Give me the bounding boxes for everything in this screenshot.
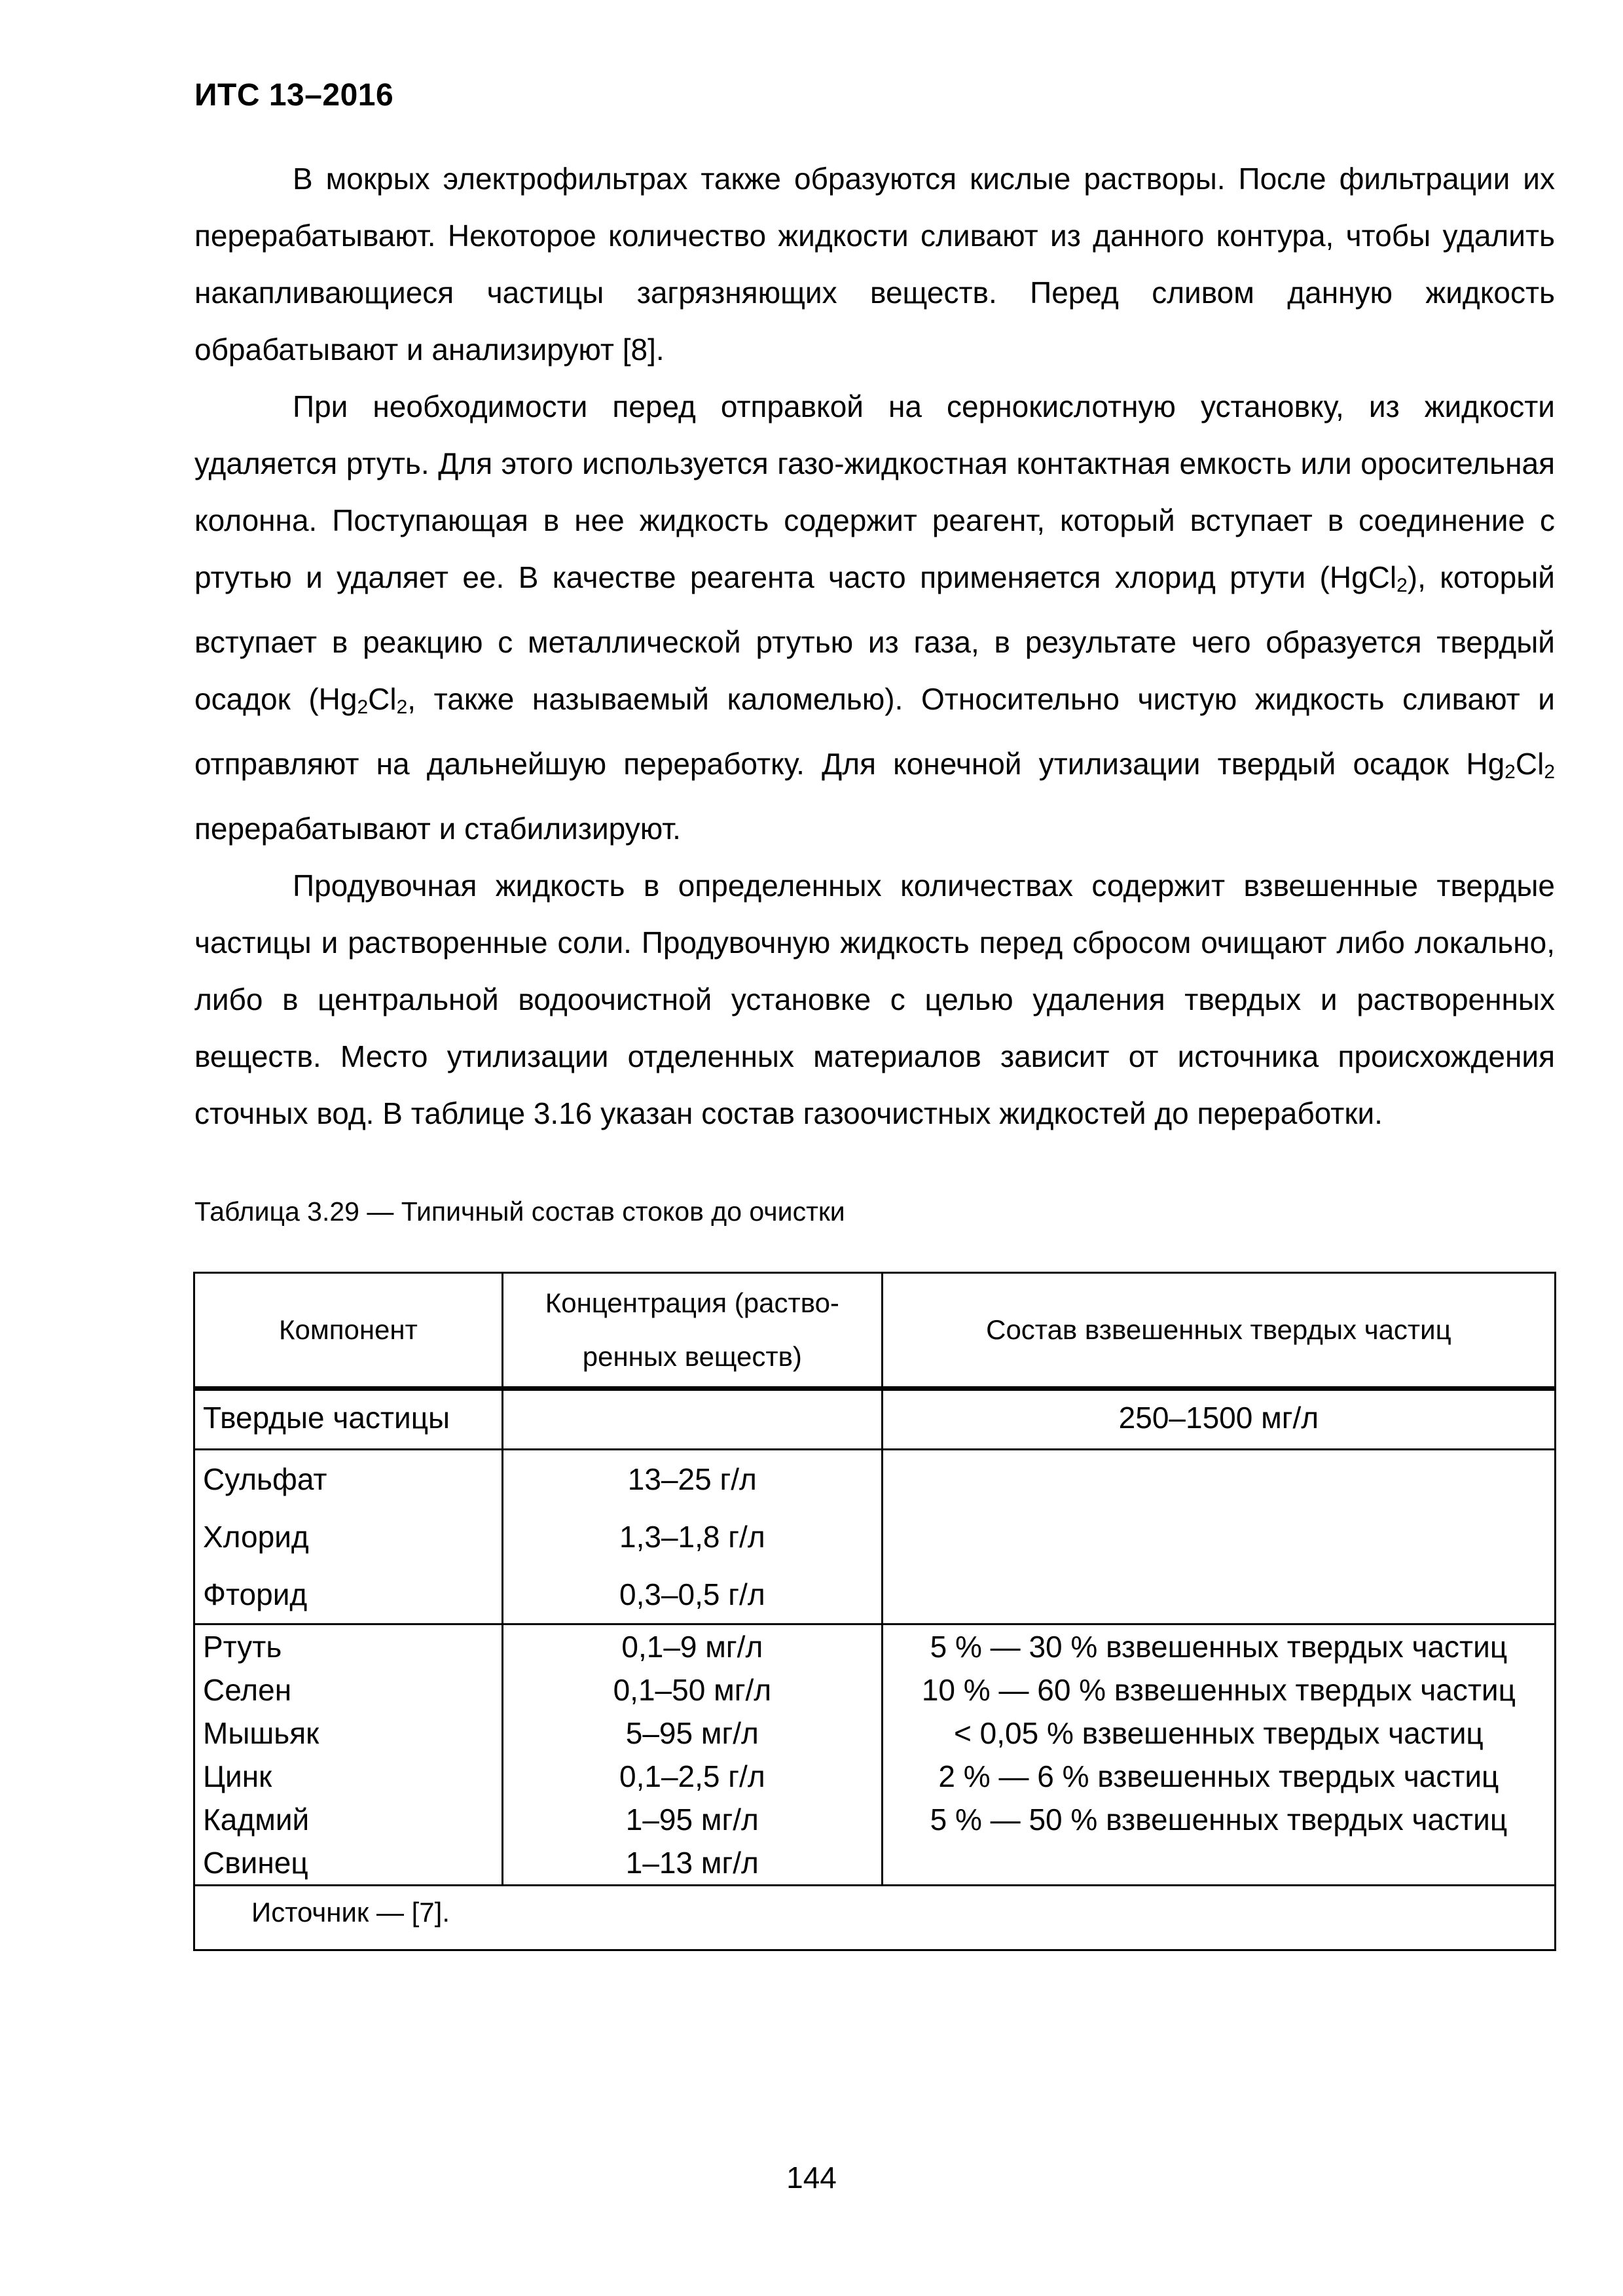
component-name: Свинец bbox=[203, 1846, 308, 1880]
header-concentration-line1: Концентрация (раство- bbox=[545, 1287, 839, 1318]
concentration-value: 0,3–0,5 г/л bbox=[619, 1577, 765, 1611]
concentration-value: 13–25 г/л bbox=[627, 1462, 757, 1496]
cell-concentration-group bbox=[502, 1450, 882, 1624]
composition-value: < 0,05 % взвешенных твердых частиц bbox=[954, 1716, 1484, 1750]
paragraph-text-part: Cl bbox=[1515, 747, 1544, 781]
table-caption: Таблица 3.29 — Типичный состав стоков до очистки bbox=[194, 1196, 845, 1227]
document-code-header: ИТС 13–2016 bbox=[194, 78, 394, 113]
table-row bbox=[194, 1450, 1556, 1624]
paragraph-text-part: ), который вступает в реакцию с металлической ртутью из газа, в результате чего образуется твердый осадок (Hg bbox=[194, 560, 1555, 716]
concentration-value: 5–95 мг/л bbox=[625, 1716, 759, 1750]
header-concentration bbox=[502, 1273, 882, 1389]
paragraph-mercury-removal bbox=[194, 378, 1555, 857]
subscript: 2 bbox=[1504, 761, 1516, 783]
cell-concentration bbox=[502, 1389, 882, 1450]
effluent-composition-table bbox=[193, 1272, 1556, 1951]
header-concentration-line2: ренных веществ) bbox=[582, 1341, 802, 1372]
component-name: Кадмий bbox=[203, 1803, 310, 1837]
concentration-value: 1,3–1,8 г/л bbox=[619, 1520, 765, 1554]
composition-value: 2 % — 6 % взвешенных твердых частиц bbox=[938, 1759, 1499, 1793]
paragraph-wet-esp: В мокрых электрофильтрах также образуются кислые растворы. После фильтрации их перерабатывают. Некоторое количество жидкости сливают из данного контура, чтобы удалить накапливающиеся частицы загрязняющих веществ. Перед сливом данную жидкость обрабатывают и анализируют [8]. bbox=[194, 162, 1555, 367]
cell-concentration-group bbox=[502, 1624, 882, 1886]
composition-value: 5 % — 50 % взвешенных твердых частиц bbox=[930, 1803, 1508, 1837]
header-component: Компонент bbox=[194, 1273, 503, 1389]
concentration-value: 1–13 мг/л bbox=[625, 1846, 759, 1880]
table-header-row bbox=[194, 1273, 1556, 1389]
cell-component-group bbox=[194, 1624, 503, 1886]
paragraph-text-part: При необходимости перед отправкой на сернокислотную установку, из жидкости удаляется ртуть. Для этого используется газо-жидкостная контактная емкость или оросительная колонна. Поступающая в нее жидкость содержит реагент, который вступает в соединение с ртутью и удаляет ее. В качестве реагента часто применяется хлорид ртути (HgCl bbox=[194, 389, 1555, 594]
concentration-value: 0,1–9 мг/л bbox=[621, 1630, 763, 1664]
component-name: Хлорид bbox=[203, 1520, 309, 1554]
composition-value: 10 % — 60 % взвешенных твердых частиц bbox=[921, 1673, 1516, 1707]
paragraph-text-part: перерабатывают и стабилизируют. bbox=[194, 812, 681, 846]
component-name: Мышьяк bbox=[203, 1716, 319, 1750]
concentration-value: 1–95 мг/л bbox=[625, 1803, 759, 1837]
table-row bbox=[194, 1624, 1556, 1886]
page-number: 144 bbox=[786, 2161, 837, 2195]
subscript: 2 bbox=[357, 696, 369, 718]
concentration-value: 0,1–2,5 г/л bbox=[619, 1759, 765, 1793]
paragraph-blowdown-liquid: Продувочная жидкость в определенных количествах содержит взвешенные твердые частицы и растворенные соли. Продувочную жидкость перед сбросом очищают либо локально, либо в центральной водоочистной установке с целью удаления твердых и растворенных веществ. Место утилизации отделенных материалов зависит от источника происхождения сточных вод. В таблице 3.16 указан состав газоочистных жидкостей до переработки. bbox=[194, 869, 1555, 1130]
cell-component-group bbox=[194, 1450, 503, 1624]
component-name: Ртуть bbox=[203, 1630, 282, 1664]
subscript: 2 bbox=[1544, 761, 1555, 783]
cell-composition-empty bbox=[882, 1450, 1555, 1624]
component-name: Цинк bbox=[203, 1759, 272, 1793]
table-source-note: Источник — [7]. bbox=[194, 1886, 1556, 1950]
cell-component: Твердые частицы bbox=[194, 1389, 503, 1450]
composition-value: 5 % — 30 % взвешенных твердых частиц bbox=[930, 1630, 1508, 1664]
paragraph-text-part: , также называемый каломелью). Относительно чистую жидкость сливают и отправляют на дальнейшую переработку. Для конечной утилизации твердый осадок Hg bbox=[194, 682, 1555, 781]
concentration-value: 0,1–50 мг/л bbox=[613, 1673, 772, 1707]
component-name: Сульфат bbox=[203, 1462, 327, 1496]
paragraph-text-part: Cl bbox=[368, 682, 397, 716]
body-text bbox=[194, 151, 1555, 1142]
subscript: 2 bbox=[396, 696, 408, 718]
cell-composition: 250–1500 мг/л bbox=[882, 1389, 1555, 1450]
component-name: Селен bbox=[203, 1673, 292, 1707]
table-source-row bbox=[194, 1886, 1556, 1950]
subscript: 2 bbox=[1396, 575, 1408, 596]
table-row bbox=[194, 1389, 1556, 1450]
cell-composition-group bbox=[882, 1624, 1555, 1886]
header-composition: Состав взвешенных твердых частиц bbox=[882, 1273, 1555, 1389]
component-name: Фторид bbox=[203, 1577, 308, 1611]
